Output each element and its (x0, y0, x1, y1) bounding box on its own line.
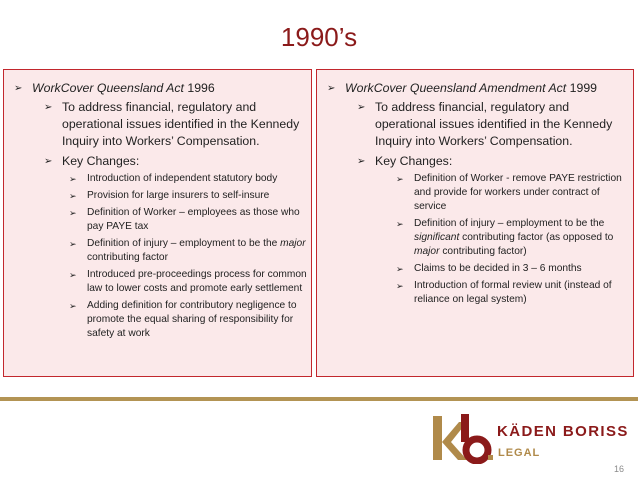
right-heading-year: 1999 (566, 81, 597, 95)
right-heading-item (323, 80, 633, 307)
list-item-text: Claims to be decided in 3 – 6 months (414, 263, 582, 274)
list-item (66, 237, 311, 265)
logo-name: KÄDEN BORISS (497, 423, 629, 440)
right-key-changes-label: Key Changes: (375, 154, 453, 168)
right-content-box (316, 69, 634, 377)
list-item-text: Definition of Worker - remove PAYE restriction and provide for workers under contract of service (414, 173, 622, 212)
left-purpose-text: To address financial, regulatory and operational issues identified in the Kennedy Inquiry into Workers’ Compensation. (62, 100, 300, 148)
list-item (66, 172, 311, 186)
arrow-bullet-icon: ➢ (69, 174, 77, 184)
right-purpose-text: To address financial, regulatory and operational issues identified in the Kennedy Inquiry into Workers’ Compensation. (375, 100, 613, 148)
emphasis-text: significant (414, 232, 460, 243)
slide-title: 1990’s (280, 22, 358, 52)
arrow-bullet-icon: ➢ (396, 174, 404, 184)
list-item (66, 268, 311, 296)
arrow-bullet-icon: ➢ (327, 83, 336, 94)
list-item (393, 279, 633, 307)
arrow-bullet-icon: ➢ (69, 270, 77, 280)
left-heading-year: 1996 (183, 81, 215, 95)
list-item-text: Definition of Worker – employees as those who pay PAYE tax (87, 207, 300, 232)
arrow-bullet-icon: ➢ (14, 83, 23, 94)
right-sublist (353, 99, 633, 307)
logo-subtitle: LEGAL (498, 447, 541, 459)
left-heading-item (10, 80, 311, 341)
right-heading-italic: WorkCover Queensland Amendment Act (345, 81, 567, 95)
kb-logo-icon (431, 412, 493, 464)
right-heading (345, 81, 597, 95)
arrow-bullet-icon: ➢ (396, 281, 404, 291)
right-list (323, 80, 633, 307)
list-item (66, 189, 311, 203)
arrow-bullet-icon: ➢ (44, 102, 53, 113)
list-item-text: contributing factor (as opposed to (459, 232, 614, 243)
list-item-text: contributing factor (87, 252, 168, 263)
left-heading (32, 81, 215, 95)
left-list (10, 80, 311, 341)
left-key-changes-label: Key Changes: (62, 154, 140, 168)
emphasis-text: major (280, 238, 306, 249)
arrow-bullet-icon: ➢ (357, 102, 366, 113)
page-number: 16 (613, 464, 624, 474)
emphasis-text: major (414, 246, 440, 257)
list-item-text: Definition of injury – employment to be the (87, 238, 281, 249)
list-item-text: Provision for large insurers to self-insure (87, 190, 270, 201)
list-item-text: contributing factor) (439, 246, 527, 257)
list-item (66, 299, 311, 341)
list-item-text: Definition of injury – employment to be the (414, 218, 605, 229)
arrow-bullet-icon: ➢ (69, 208, 77, 218)
right-purpose-item (353, 99, 633, 150)
arrow-bullet-icon: ➢ (396, 264, 404, 274)
arrow-bullet-icon: ➢ (357, 156, 366, 167)
list-item-text: Adding definition for contributory negligence to promote the equal sharing of responsibility for safety at work (87, 300, 297, 339)
right-changes-list (393, 172, 633, 307)
left-content-box (3, 69, 312, 377)
left-heading-italic: WorkCover Queensland Act (32, 81, 184, 95)
list-item-text: Introduction of formal review unit (instead of reliance on legal system) (414, 280, 612, 305)
list-item (393, 172, 633, 214)
arrow-bullet-icon: ➢ (69, 191, 77, 201)
left-changes-list (66, 172, 311, 341)
list-item (66, 206, 311, 234)
list-item (393, 217, 633, 259)
left-key-changes-item (40, 153, 311, 341)
arrow-bullet-icon: ➢ (69, 301, 77, 311)
left-sublist (40, 99, 311, 341)
arrow-bullet-icon: ➢ (396, 219, 404, 229)
list-item-text: Introduced pre-proceedings process for common law to lower costs and promote early settlement (87, 269, 307, 294)
left-purpose-item (40, 99, 311, 150)
footer-divider (0, 397, 638, 401)
list-item-text: Introduction of independent statutory body (87, 173, 278, 184)
arrow-bullet-icon: ➢ (69, 239, 77, 249)
right-key-changes-item (353, 153, 633, 307)
list-item (393, 262, 633, 276)
arrow-bullet-icon: ➢ (44, 156, 53, 167)
